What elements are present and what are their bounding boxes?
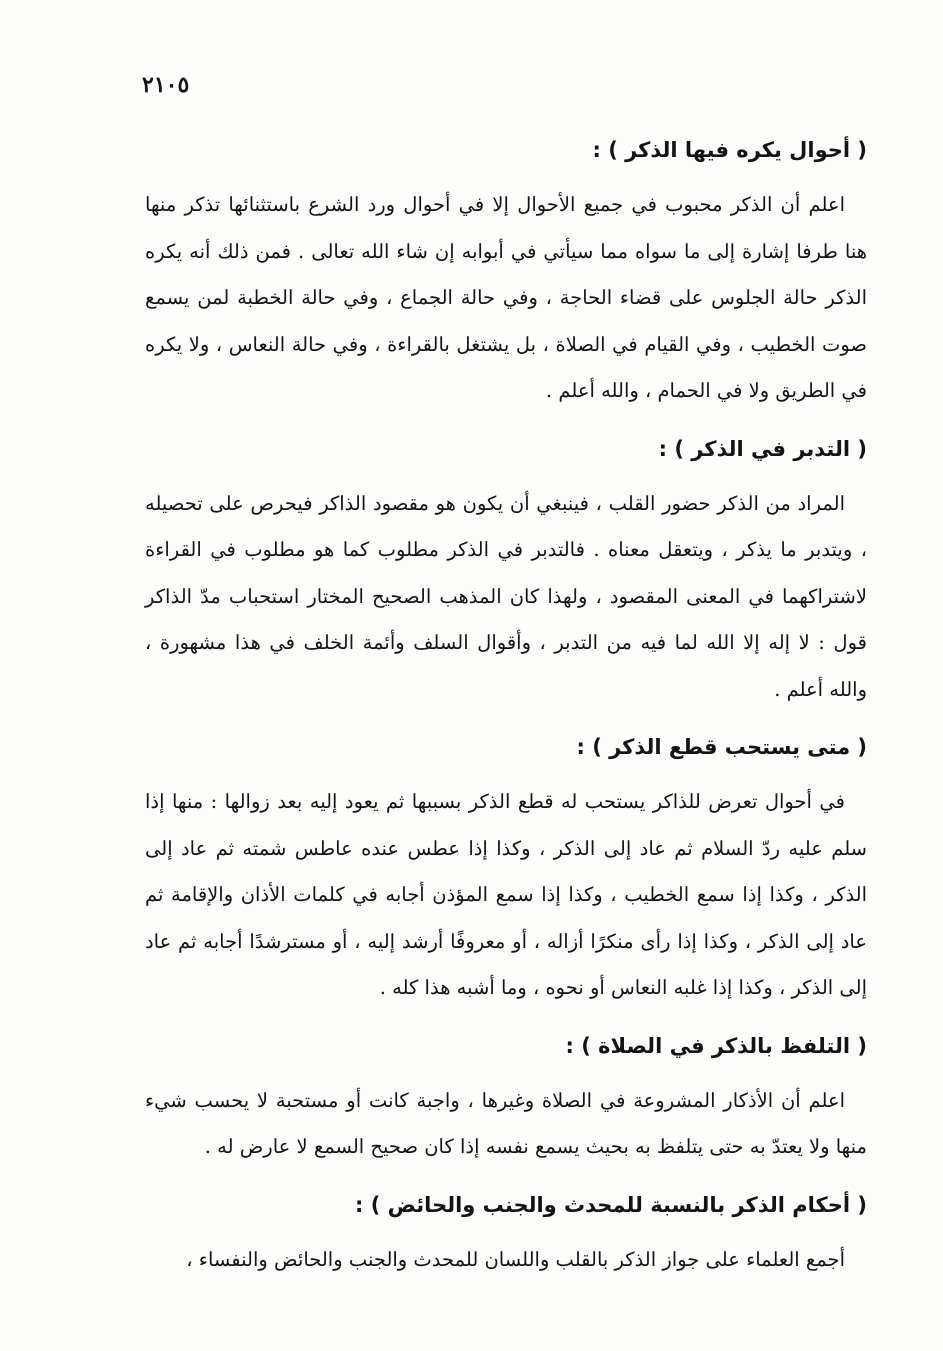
section-paragraph: في أحوال تعرض للذاكر يستحب له قطع الذكر بسببها ثم يعود إليه بعد زوالها : منها إذا سلم عليه ردّ السلام ثم عاد إلى الذكر ، وكذا إذا عطس عنده عاطس شمته ثم عاد إلى الذكر ، وكذا إذا سمع الخطيب ، وكذا إذا سمع المؤذن أجابه في كلمات الأذان والإقامة ثم عاد إلى الذكر ، وكذا إذا رأى منكرًا أزاله ، أو معروفًا أرشد إليه ، أو مسترشدًا أجابه ثم عاد إلى الذكر ، وكذا إذا غلبه النعاس أو نحوه ، وما أشبه هذا كله .: [145, 790, 867, 999]
page-content: [145, 128, 867, 1283]
section-interrupting-dhikr: [145, 725, 867, 1012]
section-paragraph: اعلم أن الذكر محبوب في جميع الأحوال إلا في أحوال ورد الشرع باستثنائها تذكر منها هنا طرفا إشارة إلى ما سواه مما سيأتي في أبوابه إن شاء الله تعالى . فمن ذلك أنه يكره الذكر حالة الجلوس على قضاء الحاجة ، وفي حالة الجماع ، وفي حالة الخطبة لمن يسمع صوت الخطيب ، وفي القيام في الصلاة ، بل يشتغل بالقراءة ، وفي حالة النعاس ، ولا يكره في الطريق ولا في الحمام ، والله أعلم .: [145, 193, 867, 402]
section-rulings-impurity: [145, 1183, 867, 1284]
section-contemplation: [145, 427, 867, 714]
section-disliked-states: [145, 128, 867, 415]
section-paragraph: أجمع العلماء على جواز الذكر بالقلب واللسان للمحدث والجنب والحائض والنفساء ،: [186, 1247, 845, 1271]
section-heading: ( التلفظ بالذكر في الصلاة ) :: [565, 1033, 867, 1058]
section-heading: ( متى يستحب قطع الذكر ) :: [576, 735, 867, 759]
section-uttering-in-prayer: [145, 1024, 867, 1171]
section-paragraph: المراد من الذكر حضور القلب ، فينبغي أن يكون هو مقصود الذاكر فيحرص على تحصيله ، ويتدبر ما يذكر ، ويتعقل معناه . فالتدبر في الذكر مطلوب كما هو مطلوب في القراءة لاشتراكهما في المعنى المقصود ، ولهذا كان المذهب الصحيح المختار استحباب مدّ الذاكر قول : لا إله إلا الله لما فيه من التدبر ، وأقوال السلف وأئمة الخلف في هذا مشهورة ، والله أعلم .: [145, 491, 867, 701]
section-heading: ( أحوال يكره فيها الذكر ) :: [592, 138, 867, 162]
section-heading: ( أحكام الذكر بالنسبة للمحدث والجنب والحائض ) :: [355, 1192, 867, 1217]
section-heading: ( التدبر في الذكر ) :: [658, 436, 867, 461]
page-number: ٢١٠٥: [142, 72, 190, 98]
section-paragraph: اعلم أن الأذكار المشروعة في الصلاة وغيرها ، واجبة كانت أو مستحبة لا يحسب شيء منها ولا يعتدّ به حتى يتلفظ به بحيث يسمع نفسه إذا كان صحيح السمع لا عارض له .: [145, 1088, 867, 1158]
